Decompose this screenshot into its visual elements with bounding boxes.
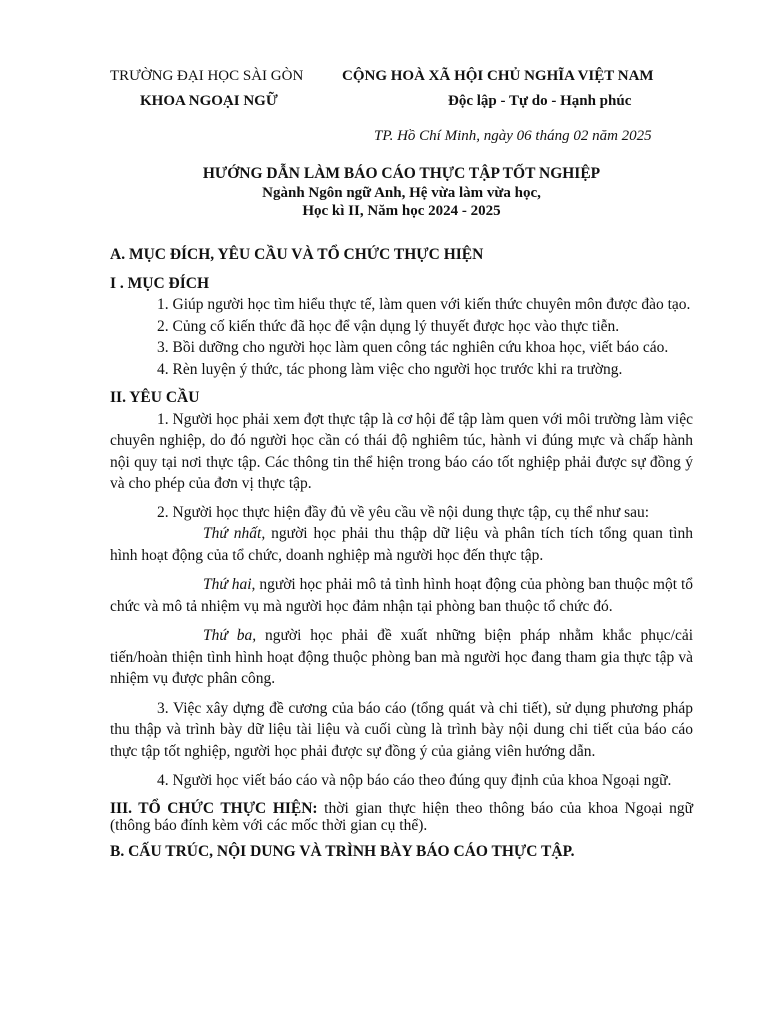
- requirement-second: [110, 574, 693, 617]
- document-date: TP. Hồ Chí Minh, ngày 06 tháng 02 năm 2025: [374, 128, 652, 144]
- organization-heading: III. TỔ CHỨC THỰC HIỆN:: [110, 799, 318, 817]
- requirement-second-label: Thứ hai,: [203, 576, 256, 593]
- requirement-item-1: 1. Người học phải xem đợt thực tập là cơ hội để tập làm quen với môi trường làm việc chuyên nghiệp, do đó người học cần có thái độ nghiêm túc, hành vi đúng mực và chấp hành nội quy tại nơi thực tập. Các thông tin thể hiện trong báo cáo tốt nghiệp phải được sự đồng ý và cho phép của đơn vị thực tập.: [110, 410, 693, 492]
- document-term: Học kì II, Năm học 2024 - 2025: [302, 203, 501, 219]
- document-title: HƯỚNG DẪN LÀM BÁO CÁO THỰC TẬP TỐT NGHIỆP: [202, 165, 601, 182]
- requirement-item-3: 3. Việc xây dựng đề cương của báo cáo (tổng quát và chi tiết), sử dụng phương pháp thu thập và trình bày dữ liệu tài liệu và cuối cùng là trình bày nội dung chi tiết của báo cáo thực tập tốt nghiệp, người học phải được sự đồng ý của giảng viên hướng dẫn.: [110, 699, 693, 760]
- requirement-third: [110, 625, 693, 690]
- requirement-first-label: Thứ nhất,: [203, 525, 266, 542]
- national-motto: Độc lập - Tự do - Hạnh phúc: [448, 93, 632, 109]
- purpose-item-4: 4. Rèn luyện ý thức, tác phong làm việc cho người học trước khi ra trường.: [157, 360, 623, 378]
- purpose-item-1: 1. Giúp người học tìm hiểu thực tế, làm quen với kiến thức chuyên môn được đào tạo.: [157, 296, 691, 313]
- requirement-third-label: Thứ ba,: [203, 627, 257, 644]
- document-body: [110, 244, 693, 862]
- faculty-name: KHOA NGOẠI NGỮ: [140, 93, 278, 109]
- national-title: CỘNG HOÀ XÃ HỘI CHỦ NGHĨA VIỆT NAM: [342, 68, 654, 84]
- organization-text: thời gian thực hiện theo thông báo của khoa Ngoại ngữ (thông báo đính kèm với các mốc thời gian cụ thể).: [110, 799, 694, 834]
- university-name: TRƯỜNG ĐẠI HỌC SÀI GÒN: [110, 68, 304, 84]
- requirement-first-text: người học phải thu thập dữ liệu và phân tích tích tổng quan tình hình hoạt động của tổ chức, doanh nghiệp mà người học đến thực tập.: [110, 525, 693, 564]
- requirement-third-text: người học phải đề xuất những biện pháp nhằm khắc phục/cải tiến/hoàn thiện tình hình hoạt động thuộc phòng ban mà người học đang tham gia thực tập và nhiệm vụ được phân công.: [110, 627, 694, 687]
- requirement-second-text: người học phải mô tả tình hình hoạt động của phòng ban thuộc một tổ chức và mô tả nhiệm vụ mà người học đảm nhận tại phòng ban thuộc tổ chức đó.: [110, 576, 694, 615]
- purpose-item-2: 2. Củng cố kiến thức đã học để vận dụng lý thuyết được học vào thực tiễn.: [157, 317, 620, 335]
- requirement-item-2: 2. Người học thực hiện đầy đủ về yêu cầu về nội dung thực tập, cụ thể như sau:: [157, 503, 650, 521]
- section-a-heading: A. MỤC ĐÍCH, YÊU CẦU VÀ TỔ CHỨC THỰC HIỆN: [110, 246, 484, 263]
- requirement-item-4: 4. Người học viết báo cáo và nộp báo cáo theo đúng quy định của khoa Ngoại ngữ.: [157, 772, 672, 789]
- organization-paragraph: [110, 800, 693, 834]
- document-subtitle: Ngành Ngôn ngữ Anh, Hệ vừa làm vừa học,: [262, 185, 541, 201]
- requirements-heading: II. YÊU CẦU: [110, 389, 200, 406]
- purpose-heading: I . MỤC ĐÍCH: [110, 274, 210, 292]
- purpose-item-3: 3. Bồi dưỡng cho người học làm quen công tác nghiên cứu khoa học, viết báo cáo.: [157, 339, 669, 356]
- requirement-first: [110, 523, 693, 566]
- section-b-heading: B. CẤU TRÚC, NỘI DUNG VÀ TRÌNH BÀY BÁO CÁO THỰC TẬP.: [110, 842, 575, 860]
